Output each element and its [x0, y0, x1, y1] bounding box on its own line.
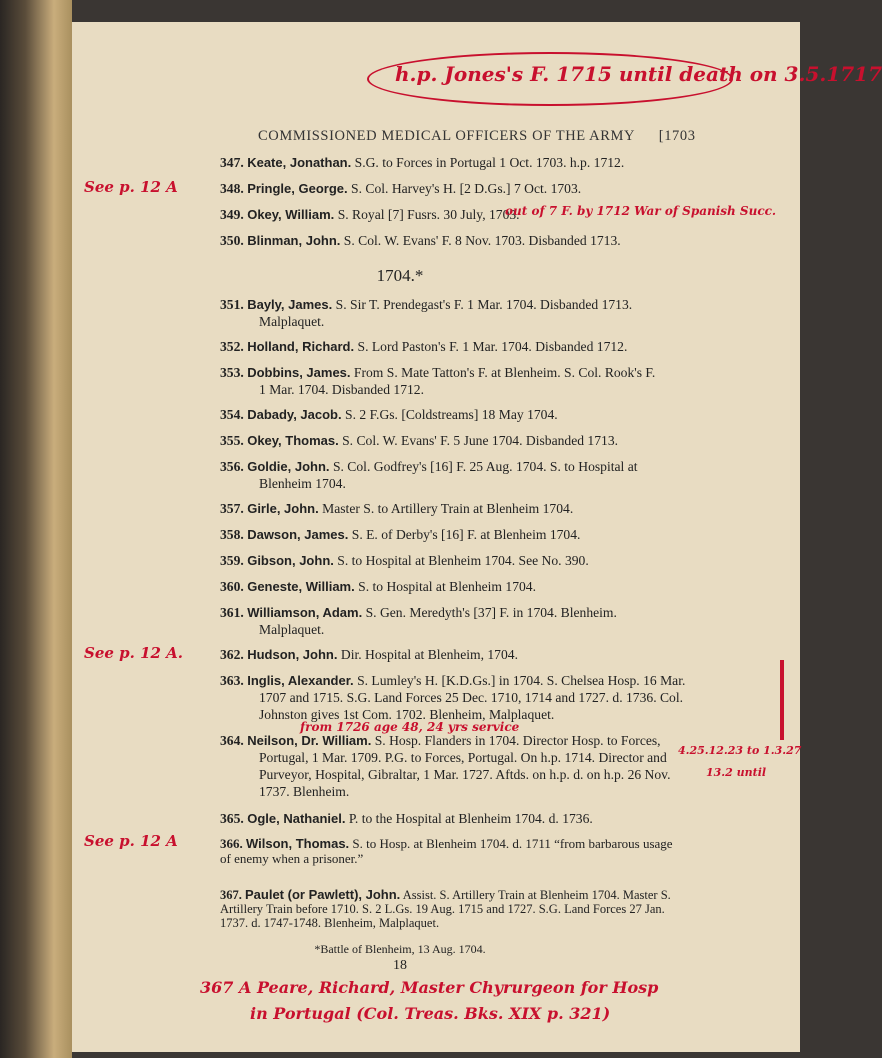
entry-name: Holland, Richard.: [247, 339, 355, 354]
entry-text: S. Lord Paston's F. 1 Mar. 1704. Disbanded 1712.: [357, 339, 628, 354]
entry-number: 357.: [220, 501, 244, 516]
handwritten-margin-note: from 1726 age 48, 24 yrs service: [300, 720, 520, 734]
entry-number: 353.: [220, 365, 244, 380]
entry-name: Hudson, John.: [247, 647, 338, 662]
entry-357: [220, 500, 690, 517]
entry-text: P. to the Hospital at Blenheim 1704. d. 1736.: [348, 811, 593, 826]
entry-name: Inglis, Alexander.: [247, 673, 354, 688]
entry-number: 360.: [220, 579, 244, 594]
entry-name: Girle, John.: [247, 501, 319, 516]
entry-text: S. 2 F.Gs. [Coldstreams] 18 May 1704.: [345, 407, 558, 422]
entry-text-continued: usage of enemy when a prisoner.”: [220, 836, 673, 866]
entry-text: S. Lumley's H. [K.D.Gs.] in 1704. S. Chelsea Hosp. 16 Mar. 1707 and 1715. S.G. Land Forces 25 Dec. 1710, 1714 and 1727.: [259, 673, 686, 705]
entry-name: Williamson, Adam.: [247, 605, 363, 620]
entry-number: 363.: [220, 673, 244, 688]
entry-text: S. Col. W. Evans' F. 5 June 1704. Disbanded 1713.: [342, 433, 619, 448]
entry-number: 347.: [220, 155, 244, 170]
entry-text: S. to Hospital at Blenheim 1704.: [358, 579, 536, 594]
entry-number: 356.: [220, 459, 244, 474]
footnote: *Battle of Blenheim, 13 Aug. 1704.: [314, 942, 486, 956]
entry-name: Wilson, Thomas.: [246, 836, 350, 851]
entry-353: [220, 364, 690, 398]
entry-364: [220, 732, 690, 800]
entry-365: [220, 810, 690, 827]
entry-number: 351.: [220, 297, 244, 312]
handwritten-bottom-note: 367 A Peare, Richard, Master Chyrurgeon for Hosp: [200, 978, 659, 997]
entry-number: 359.: [220, 553, 244, 568]
handwritten-margin-note: 4.25.12.23 to 1.3.27: [678, 744, 802, 757]
entry-text: S. Royal [7] Fusrs. 30 July, 1703.: [337, 207, 520, 222]
entry-number: 352.: [220, 339, 244, 354]
entry-text: Assist. S. Artillery Train at Blenheim 1704. Master S. Artillery Train before 1710. S. 2 L.Gs. 19 Aug. 1715 and 1727.: [220, 888, 671, 916]
handwritten-margin-note: out of 7 F. by 1712 War of Spanish Succ.: [505, 204, 777, 218]
entry-number: 349.: [220, 207, 244, 222]
entry-363: [220, 672, 690, 723]
entry-350: [220, 232, 690, 249]
entry-name: Paulet (or Pawlett), John.: [245, 887, 401, 902]
page-number: 18: [393, 958, 407, 973]
entry-number: 367.: [220, 888, 242, 902]
entry-number: 358.: [220, 527, 244, 542]
entry-text-continued: S.G. Land Forces 27 Jan. 1737. d. 1747-1748. Blenheim, Malplaquet.: [220, 902, 665, 930]
entry-366: [220, 836, 680, 866]
entry-number: 361.: [220, 605, 244, 620]
entry-name: Dawson, James.: [247, 527, 349, 542]
entry-number: 365.: [220, 811, 244, 826]
entry-text: Master S. to Artillery Train at Blenheim 1704.: [322, 501, 574, 516]
handwritten-margin-bar: [780, 660, 784, 740]
entry-name: Ogle, Nathaniel.: [247, 811, 346, 826]
entry-number: 354.: [220, 407, 244, 422]
page-title: [258, 128, 728, 145]
entry-text: S. Col. Harvey's H. [2 D.Gs.] 7 Oct. 1703.: [351, 181, 582, 196]
entry-text: S. to Hospital at Blenheim 1704. See No. 390.: [337, 553, 589, 568]
entry-text-continued: Blenheim 1704.: [259, 476, 346, 491]
entry-359: [220, 552, 690, 569]
entry-361: [220, 604, 690, 638]
entry-number: 348.: [220, 181, 244, 196]
handwritten-top-note: h.p. Jones's F. 1715 until death on 3.5.1717: [395, 62, 882, 86]
year-heading: 1704.*: [376, 266, 424, 285]
entry-351: [220, 296, 690, 330]
book-binding: [0, 0, 72, 1058]
entry-name: Dabady, Jacob.: [247, 407, 342, 422]
entry-number: 355.: [220, 433, 244, 448]
entry-text: S. Col. Godfrey's [16] F. 25 Aug. 1704. S. to Hospital at: [332, 459, 638, 474]
entry-354: [220, 406, 690, 423]
entry-text-continued: d. on h.p. 26 Nov. 1737. Blenheim.: [259, 767, 671, 799]
entry-name: Okey, William.: [247, 207, 335, 222]
entry-347: [220, 154, 690, 171]
entry-text: S. Sir T. Prendegast's F. 1 Mar. 1704. Disbanded 1713.: [335, 297, 633, 312]
entry-352: [220, 338, 690, 355]
entry-367: [220, 888, 690, 930]
entry-number: 364.: [220, 733, 244, 748]
handwritten-margin-note: 13.2 until: [706, 766, 767, 779]
entry-text-continued: Malplaquet.: [259, 314, 325, 329]
entry-name: Blinman, John.: [247, 233, 341, 248]
entry-text-continued: 1 Mar. 1704. Disbanded 1712.: [259, 382, 424, 397]
entry-name: Okey, Thomas.: [247, 433, 339, 448]
entry-text: S.G. to Forces in Portugal 1 Oct. 1703. h.p. 1712.: [354, 155, 625, 170]
entry-name: Dobbins, James.: [247, 365, 351, 380]
entry-name: Geneste, William.: [247, 579, 355, 594]
page-title-text: COMMISSIONED MEDICAL OFFICERS OF THE ARMY: [258, 128, 635, 144]
entry-text: S. Gen. Meredyth's [37] F. in 1704. Blenheim.: [365, 605, 617, 620]
entry-358: [220, 526, 690, 543]
entry-text: S. Hosp. Flanders in 1704. Director Hosp. to Forces, Portugal, 1 Mar. 1709. P.G. to Forces, Portugal. On h.p. 1714. Director and Purveyor, Hospital, Gibraltar, 1 Mar. 1727. Aftds. on h.p.: [259, 733, 667, 782]
entry-text: S. Col. W. Evans' F. 8 Nov. 1703. Disbanded 1713.: [343, 233, 621, 248]
entry-number: 366.: [220, 836, 243, 851]
handwritten-margin-note: See p. 12 A: [84, 178, 178, 196]
entry-number: 362.: [220, 647, 244, 662]
page-year-bracket: [1703: [658, 128, 696, 144]
entry-name: Keate, Jonathan.: [247, 155, 352, 170]
entry-360: [220, 578, 690, 595]
entry-name: Gibson, John.: [247, 553, 334, 568]
entry-text: S. E. of Derby's [16] F. at Blenheim 1704.: [351, 527, 581, 542]
entry-text: Dir. Hospital at Blenheim, 1704.: [340, 647, 518, 662]
entry-355: [220, 432, 690, 449]
entry-text: From S. Mate Tatton's F. at Blenheim. S. Col. Rook's F.: [353, 365, 656, 380]
handwritten-margin-note: See p. 12 A: [84, 832, 178, 850]
entry-text-continued: Malplaquet.: [259, 622, 325, 637]
entry-name: Goldie, John.: [247, 459, 330, 474]
entry-348: [220, 180, 690, 197]
entry-356: [220, 458, 690, 492]
handwritten-margin-note: See p. 12 A.: [84, 644, 184, 662]
entry-text: S. to Hosp. at Blenheim 1704. d. 1711 “from barbarous: [352, 836, 640, 851]
entry-text-continued: d. 1736. Col. Johnston gives 1st Com. 1702. Blenheim, Malplaquet.: [259, 690, 684, 722]
handwritten-bottom-note: in Portugal (Col. Treas. Bks. XIX p. 321): [250, 1004, 611, 1023]
entry-number: 350.: [220, 233, 244, 248]
entry-name: Neilson, Dr. William.: [247, 733, 372, 748]
entry-name: Bayly, James.: [247, 297, 333, 312]
entry-362: [220, 646, 690, 663]
entry-name: Pringle, George.: [247, 181, 348, 196]
